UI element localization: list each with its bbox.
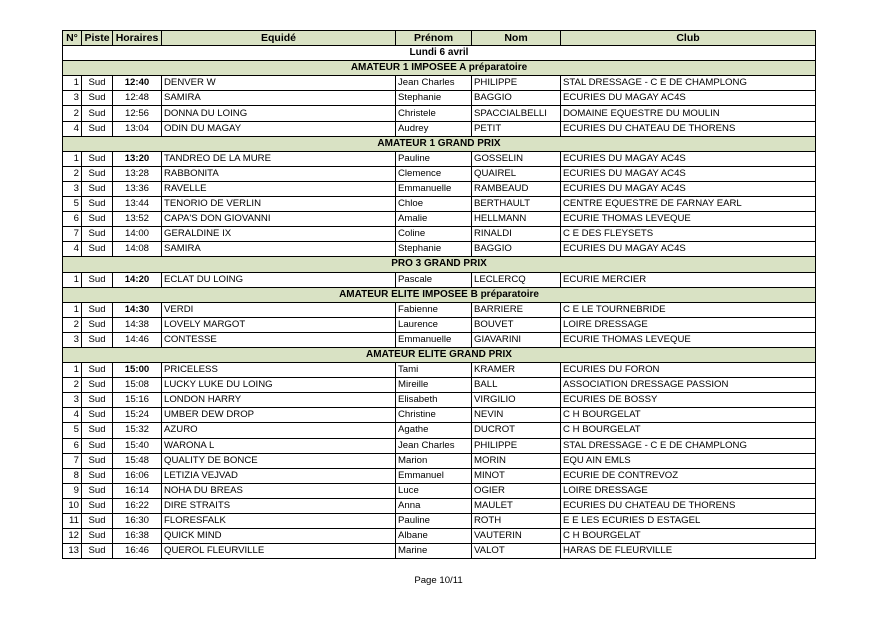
cell-piste: Sud — [82, 227, 113, 242]
cell-club: ECURIES DU MAGAY AC4S — [561, 166, 816, 181]
cell-equide: RAVELLE — [162, 181, 396, 196]
cell-club: ECURIE DE CONTREVOZ — [561, 468, 816, 483]
cell-piste: Sud — [82, 106, 113, 121]
table-row — [63, 498, 816, 513]
cell-time: 16:38 — [113, 529, 162, 544]
cell-prenom: Laurence — [396, 317, 472, 332]
table-row — [63, 453, 816, 468]
table-row — [63, 332, 816, 347]
cell-time: 13:04 — [113, 121, 162, 136]
cell-piste: Sud — [82, 151, 113, 166]
cell-num: 12 — [63, 529, 82, 544]
cell-prenom: Pauline — [396, 514, 472, 529]
cell-time: 16:14 — [113, 483, 162, 498]
header-num: N° — [63, 31, 82, 46]
cell-equide: SAMIRA — [162, 91, 396, 106]
cell-equide: LOVELY MARGOT — [162, 317, 396, 332]
cell-nom: BARRIERE — [472, 302, 561, 317]
cell-nom: BALL — [472, 378, 561, 393]
cell-time: 12:56 — [113, 106, 162, 121]
cell-num: 3 — [63, 393, 82, 408]
cell-time: 15:24 — [113, 408, 162, 423]
cell-equide: ODIN DU MAGAY — [162, 121, 396, 136]
cell-time: 16:30 — [113, 514, 162, 529]
cell-num: 5 — [63, 197, 82, 212]
cell-prenom: Clemence — [396, 166, 472, 181]
cell-prenom: Amalie — [396, 212, 472, 227]
cell-piste: Sud — [82, 166, 113, 181]
cell-time: 16:22 — [113, 498, 162, 513]
cell-club: C H BOURGELAT — [561, 408, 816, 423]
cell-piste: Sud — [82, 453, 113, 468]
header-nom: Nom — [472, 31, 561, 46]
section-header-row — [63, 287, 816, 302]
cell-num: 11 — [63, 514, 82, 529]
cell-club: LOIRE DRESSAGE — [561, 483, 816, 498]
cell-nom: BERTHAULT — [472, 197, 561, 212]
cell-piste: Sud — [82, 423, 113, 438]
cell-num: 1 — [63, 302, 82, 317]
cell-equide: DONNA DU LOING — [162, 106, 396, 121]
cell-num: 13 — [63, 544, 82, 559]
cell-prenom: Jean Charles — [396, 438, 472, 453]
cell-num: 8 — [63, 468, 82, 483]
cell-piste: Sud — [82, 529, 113, 544]
cell-piste: Sud — [82, 302, 113, 317]
cell-nom: RINALDI — [472, 227, 561, 242]
cell-equide: TENORIO DE VERLIN — [162, 197, 396, 212]
cell-club: EQU AIN EMLS — [561, 453, 816, 468]
cell-piste: Sud — [82, 242, 113, 257]
cell-prenom: Anna — [396, 498, 472, 513]
cell-equide: WARONA L — [162, 438, 396, 453]
cell-time: 15:16 — [113, 393, 162, 408]
cell-time: 15:48 — [113, 453, 162, 468]
cell-time: 15:00 — [113, 363, 162, 378]
cell-num: 1 — [63, 272, 82, 287]
cell-time: 12:48 — [113, 91, 162, 106]
cell-equide: CONTESSE — [162, 332, 396, 347]
cell-time: 13:52 — [113, 212, 162, 227]
cell-piste: Sud — [82, 317, 113, 332]
cell-time: 16:46 — [113, 544, 162, 559]
cell-prenom: Pascale — [396, 272, 472, 287]
cell-piste: Sud — [82, 363, 113, 378]
cell-equide: QUALITY DE BONCE — [162, 453, 396, 468]
cell-nom: LECLERCQ — [472, 272, 561, 287]
cell-prenom: Agathe — [396, 423, 472, 438]
cell-time: 15:08 — [113, 378, 162, 393]
cell-num: 6 — [63, 212, 82, 227]
cell-prenom: Mireille — [396, 378, 472, 393]
cell-piste: Sud — [82, 272, 113, 287]
cell-nom: MINOT — [472, 468, 561, 483]
cell-nom: VALOT — [472, 544, 561, 559]
table-row — [63, 317, 816, 332]
cell-piste: Sud — [82, 76, 113, 91]
cell-prenom: Coline — [396, 227, 472, 242]
cell-num: 1 — [63, 363, 82, 378]
table-row — [63, 363, 816, 378]
cell-equide: UMBER DEW DROP — [162, 408, 396, 423]
cell-piste: Sud — [82, 408, 113, 423]
cell-piste: Sud — [82, 197, 113, 212]
cell-nom: BAGGIO — [472, 91, 561, 106]
cell-nom: ROTH — [472, 514, 561, 529]
header-equide: Equidé — [162, 31, 396, 46]
cell-equide: ECLAT DU LOING — [162, 272, 396, 287]
cell-club: ECURIES DU MAGAY AC4S — [561, 242, 816, 257]
cell-time: 15:32 — [113, 423, 162, 438]
cell-time: 12:40 — [113, 76, 162, 91]
cell-prenom: Emmanuelle — [396, 181, 472, 196]
cell-time: 13:36 — [113, 181, 162, 196]
cell-piste: Sud — [82, 121, 113, 136]
cell-time: 14:38 — [113, 317, 162, 332]
table-row — [63, 438, 816, 453]
cell-equide: FLORESFALK — [162, 514, 396, 529]
cell-num: 10 — [63, 498, 82, 513]
cell-num: 3 — [63, 91, 82, 106]
date-label: Lundi 6 avril — [63, 46, 816, 61]
table-row — [63, 378, 816, 393]
cell-num: 7 — [63, 227, 82, 242]
cell-num: 3 — [63, 332, 82, 347]
cell-nom: VIRGILIO — [472, 393, 561, 408]
cell-time: 14:20 — [113, 272, 162, 287]
cell-club: ECURIES DU CHATEAU DE THORENS — [561, 121, 816, 136]
cell-time: 13:28 — [113, 166, 162, 181]
cell-num: 2 — [63, 378, 82, 393]
cell-num: 2 — [63, 166, 82, 181]
cell-num: 7 — [63, 453, 82, 468]
cell-piste: Sud — [82, 378, 113, 393]
cell-equide: PRICELESS — [162, 363, 396, 378]
cell-prenom: Chloe — [396, 197, 472, 212]
cell-equide: RABBONITA — [162, 166, 396, 181]
cell-prenom: Tami — [396, 363, 472, 378]
cell-time: 14:00 — [113, 227, 162, 242]
table-row — [63, 181, 816, 196]
cell-num: 4 — [63, 242, 82, 257]
table-row — [63, 483, 816, 498]
cell-equide: LETIZIA VEJVAD — [162, 468, 396, 483]
section-title: AMATEUR 1 GRAND PRIX — [63, 136, 816, 151]
table-row — [63, 242, 816, 257]
cell-num: 5 — [63, 423, 82, 438]
cell-num: 4 — [63, 121, 82, 136]
cell-nom: MORIN — [472, 453, 561, 468]
cell-piste: Sud — [82, 498, 113, 513]
cell-nom: QUAIREL — [472, 166, 561, 181]
cell-time: 13:44 — [113, 197, 162, 212]
section-title: AMATEUR ELITE GRAND PRIX — [63, 347, 816, 362]
cell-equide: DENVER W — [162, 76, 396, 91]
cell-piste: Sud — [82, 514, 113, 529]
cell-piste: Sud — [82, 332, 113, 347]
cell-nom: RAMBEAUD — [472, 181, 561, 196]
cell-club: STAL DRESSAGE - C E DE CHAMPLONG — [561, 438, 816, 453]
cell-prenom: Elisabeth — [396, 393, 472, 408]
section-title: AMATEUR ELITE IMPOSEE B préparatoire — [63, 287, 816, 302]
cell-time: 16:06 — [113, 468, 162, 483]
cell-nom: SPACCIALBELLI — [472, 106, 561, 121]
cell-prenom: Christele — [396, 106, 472, 121]
cell-club: DOMAINE EQUESTRE DU MOULIN — [561, 106, 816, 121]
header-row — [63, 31, 816, 46]
table-row — [63, 468, 816, 483]
cell-num: 6 — [63, 438, 82, 453]
table-row — [63, 212, 816, 227]
cell-num: 3 — [63, 181, 82, 196]
cell-nom: DUCROT — [472, 423, 561, 438]
cell-num: 9 — [63, 483, 82, 498]
cell-club: ECURIES DU MAGAY AC4S — [561, 151, 816, 166]
cell-equide: NOHA DU BREAS — [162, 483, 396, 498]
start-list-table — [62, 30, 816, 559]
cell-nom: GIAVARINI — [472, 332, 561, 347]
cell-prenom: Fabienne — [396, 302, 472, 317]
cell-time: 14:30 — [113, 302, 162, 317]
cell-prenom: Audrey — [396, 121, 472, 136]
cell-club: ECURIE THOMAS LEVEQUE — [561, 212, 816, 227]
table-row — [63, 393, 816, 408]
cell-nom: MAULET — [472, 498, 561, 513]
cell-prenom: Christine — [396, 408, 472, 423]
cell-prenom: Stephanie — [396, 242, 472, 257]
cell-club: C E DES FLEYSETS — [561, 227, 816, 242]
cell-equide: QUEROL FLEURVILLE — [162, 544, 396, 559]
cell-time: 13:20 — [113, 151, 162, 166]
cell-nom: VAUTERIN — [472, 529, 561, 544]
section-title: PRO 3 GRAND PRIX — [63, 257, 816, 272]
cell-club: C H BOURGELAT — [561, 423, 816, 438]
cell-equide: GERALDINE IX — [162, 227, 396, 242]
cell-prenom: Emmanuel — [396, 468, 472, 483]
cell-prenom: Marine — [396, 544, 472, 559]
cell-piste: Sud — [82, 212, 113, 227]
table-row — [63, 76, 816, 91]
cell-piste: Sud — [82, 483, 113, 498]
table-row — [63, 227, 816, 242]
table-row — [63, 106, 816, 121]
cell-equide: LONDON HARRY — [162, 393, 396, 408]
cell-equide: LUCKY LUKE DU LOING — [162, 378, 396, 393]
cell-prenom: Marion — [396, 453, 472, 468]
cell-prenom: Emmanuelle — [396, 332, 472, 347]
cell-equide: CAPA'S DON GIOVANNI — [162, 212, 396, 227]
section-header-row — [63, 61, 816, 76]
table-row — [63, 272, 816, 287]
section-header-row — [63, 257, 816, 272]
cell-nom: PHILIPPE — [472, 438, 561, 453]
cell-equide: TANDREO DE LA MURE — [162, 151, 396, 166]
page-number: Page 10/11 — [414, 575, 463, 586]
table-row — [63, 151, 816, 166]
cell-club: LOIRE DRESSAGE — [561, 317, 816, 332]
section-header-row — [63, 347, 816, 362]
table-row — [63, 514, 816, 529]
cell-club: CENTRE EQUESTRE DE FARNAY EARL — [561, 197, 816, 212]
cell-nom: PETIT — [472, 121, 561, 136]
cell-nom: BOUVET — [472, 317, 561, 332]
cell-club: ECURIES DU CHATEAU DE THORENS — [561, 498, 816, 513]
cell-piste: Sud — [82, 544, 113, 559]
cell-piste: Sud — [82, 91, 113, 106]
cell-piste: Sud — [82, 468, 113, 483]
cell-num: 4 — [63, 408, 82, 423]
cell-club: HARAS DE FLEURVILLE — [561, 544, 816, 559]
table-row — [63, 166, 816, 181]
header-horaires: Horaires — [113, 31, 162, 46]
cell-num: 2 — [63, 317, 82, 332]
cell-club: ECURIES DE BOSSY — [561, 393, 816, 408]
section-title: AMATEUR 1 IMPOSEE A préparatoire — [63, 61, 816, 76]
cell-club: ASSOCIATION DRESSAGE PASSION — [561, 378, 816, 393]
cell-nom: BAGGIO — [472, 242, 561, 257]
table-row — [63, 423, 816, 438]
cell-nom: NEVIN — [472, 408, 561, 423]
cell-time: 15:40 — [113, 438, 162, 453]
cell-club: STAL DRESSAGE - C E DE CHAMPLONG — [561, 76, 816, 91]
section-header-row — [63, 136, 816, 151]
cell-num: 1 — [63, 151, 82, 166]
cell-club: C H BOURGELAT — [561, 529, 816, 544]
table-row — [63, 91, 816, 106]
table-row — [63, 408, 816, 423]
cell-num: 1 — [63, 76, 82, 91]
cell-prenom: Luce — [396, 483, 472, 498]
header-club: Club — [561, 31, 816, 46]
cell-club: ECURIES DU MAGAY AC4S — [561, 181, 816, 196]
cell-club: ECURIE MERCIER — [561, 272, 816, 287]
cell-nom: HELLMANN — [472, 212, 561, 227]
cell-club: E E LES ECURIES D ESTAGEL — [561, 514, 816, 529]
header-prenom: Prénom — [396, 31, 472, 46]
cell-prenom: Stephanie — [396, 91, 472, 106]
cell-equide: VERDI — [162, 302, 396, 317]
cell-num: 2 — [63, 106, 82, 121]
cell-nom: GOSSELIN — [472, 151, 561, 166]
cell-prenom: Pauline — [396, 151, 472, 166]
cell-prenom: Jean Charles — [396, 76, 472, 91]
header-piste: Piste — [82, 31, 113, 46]
cell-time: 14:46 — [113, 332, 162, 347]
cell-club: ECURIE THOMAS LEVEQUE — [561, 332, 816, 347]
cell-prenom: Albane — [396, 529, 472, 544]
cell-nom: KRAMER — [472, 363, 561, 378]
table-row — [63, 529, 816, 544]
table-row — [63, 121, 816, 136]
table-row — [63, 197, 816, 212]
cell-equide: SAMIRA — [162, 242, 396, 257]
cell-nom: OGIER — [472, 483, 561, 498]
cell-equide: DIRE STRAITS — [162, 498, 396, 513]
cell-club: ECURIES DU MAGAY AC4S — [561, 91, 816, 106]
cell-piste: Sud — [82, 181, 113, 196]
cell-club: C E LE TOURNEBRIDE — [561, 302, 816, 317]
cell-nom: PHILIPPE — [472, 76, 561, 91]
cell-piste: Sud — [82, 438, 113, 453]
cell-equide: AZURO — [162, 423, 396, 438]
table-row — [63, 544, 816, 559]
cell-equide: QUICK MIND — [162, 529, 396, 544]
table-row — [63, 302, 816, 317]
cell-piste: Sud — [82, 393, 113, 408]
cell-club: ECURIES DU FORON — [561, 363, 816, 378]
cell-time: 14:08 — [113, 242, 162, 257]
date-row — [63, 46, 816, 61]
